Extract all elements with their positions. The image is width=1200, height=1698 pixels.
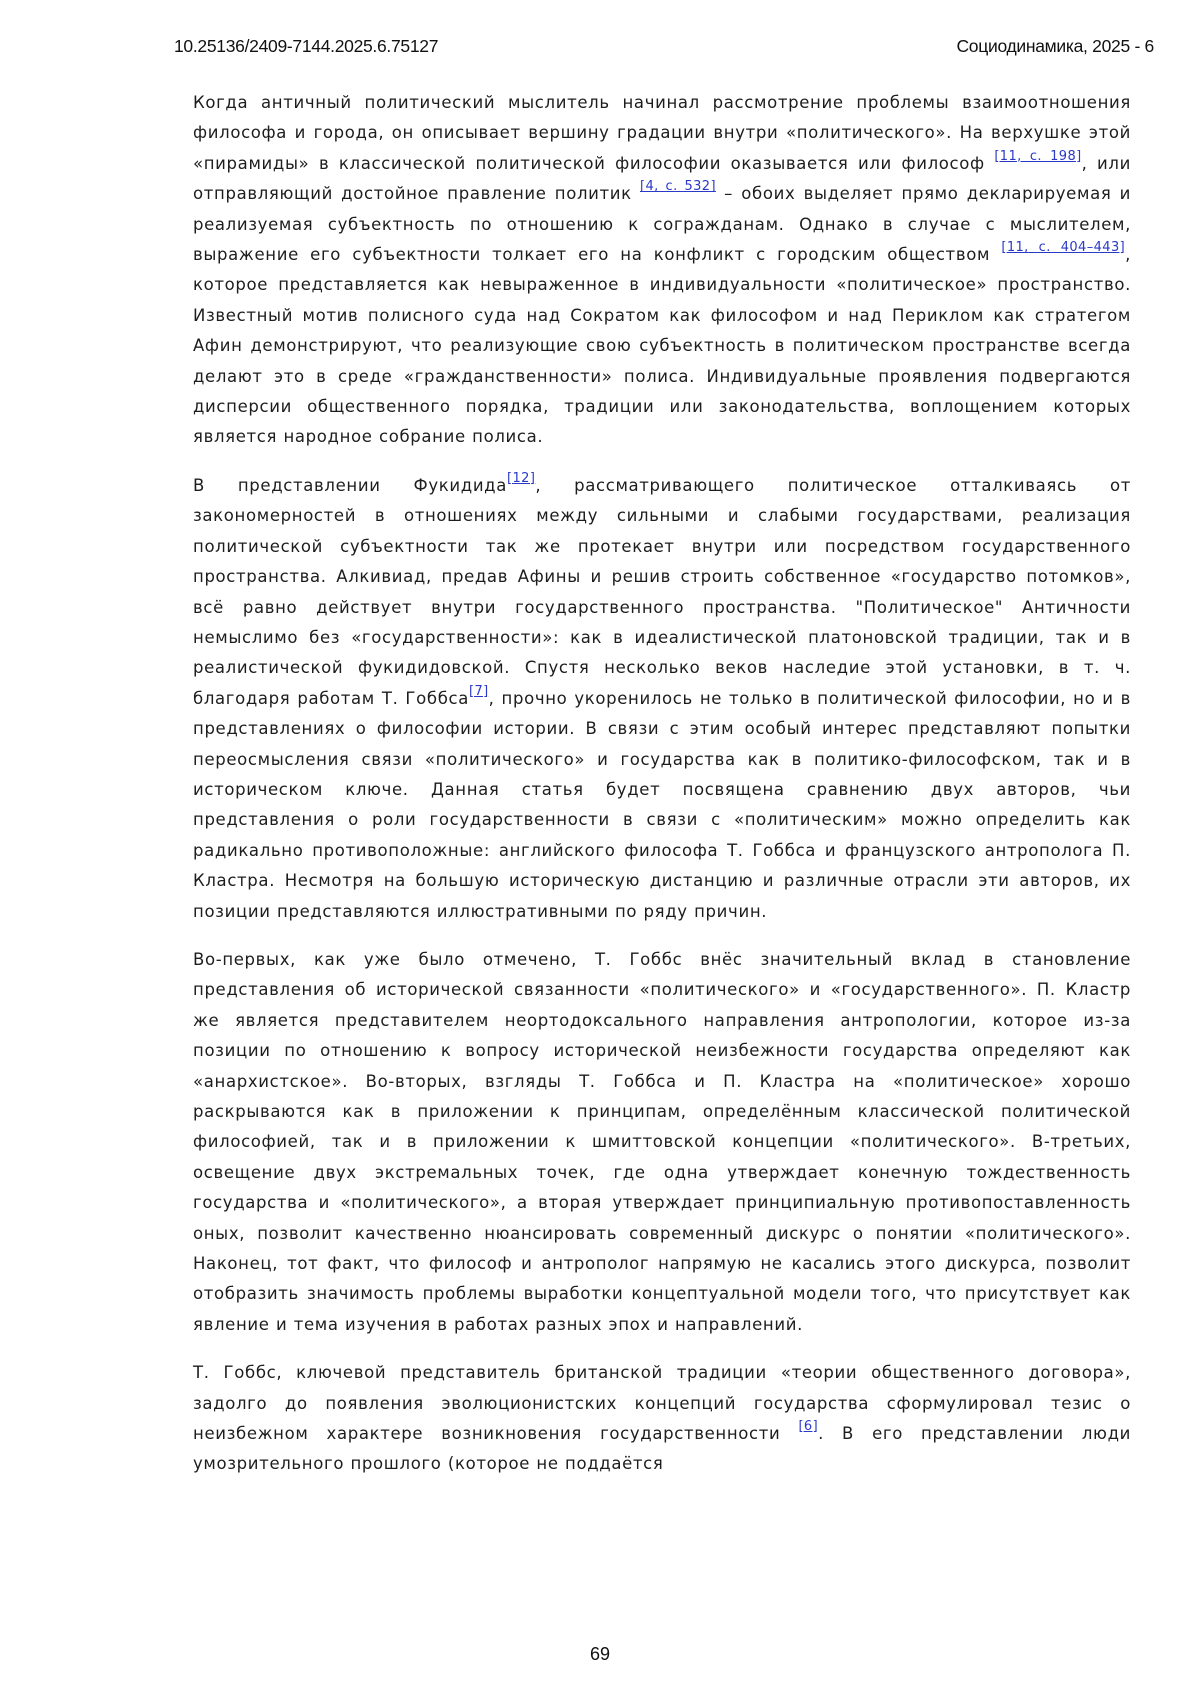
text-segment: , которое представляется как невыраженное в индивидуальности «политическое» пространство. Известный мотив полисного суда над Сократом как философом и над Периклом как стратегом Афин демонстрируют, что реализующие свою субъектность в политическом пространстве всегда делают это в среде «гражданственности» полиса. Индивидуальные проявления подвергаются дисперсии общественного порядка, традиции или законодательства, воплощением которых является народное собрание полиса. <box>193 245 1131 446</box>
citation-link[interactable]: [12] <box>507 471 535 486</box>
citation-link[interactable]: [11, с. 198] <box>994 149 1081 164</box>
doi-label: 10.25136/2409-7144.2025.6.75127 <box>174 36 438 57</box>
citation-link[interactable]: [11, с. 404–443] <box>1001 240 1125 255</box>
text-segment: , прочно укоренилось не только в политической философии, но и в представлениях о философии истории. В связи с этим особый интерес представляют попытки переосмысления связи «политического» и государства как в политико-философском, так и в историческом ключе. Данная статья будет посвящена сравнению двух авторов, чьи представления о роли государственности в связи с «политическим» можно определить как радикально противоположные: английского философа Т. Гоббса и французского антрополога П. Кластра. Несмотря на большую историческую дистанцию и различные отрасли эти авторов, их позиции представляются иллюстративными по ряду причин. <box>193 689 1131 921</box>
text-segment: – обоих выделяет прямо декларируемая и реализуемая субъектность по отношению к согражданам. Однако в случае с мыслителем, выражение его субъектности толкает его на конфликт с городским обществом <box>193 184 1131 264</box>
paragraph-2 <box>193 471 1131 927</box>
text-segment: , или отправляющий достойное правление политик <box>193 154 1131 203</box>
citation-link[interactable]: [4, с. 532] <box>640 179 716 194</box>
citation-link[interactable]: [7] <box>469 684 489 699</box>
page-number: 69 <box>0 1644 1200 1665</box>
text-segment: Т. Гоббс, ключевой представитель британской традиции «теории общественного договора», задолго до появления эволюционистских концепций государства сформулировал тезис о неизбежном характере возникновения государственности <box>193 1363 1131 1443</box>
paragraph-1 <box>193 88 1131 453</box>
journal-issue-label: Социодинамика, 2025 - 6 <box>956 36 1154 57</box>
article-body <box>193 88 1131 1480</box>
text-segment: Когда античный политический мыслитель начинал рассмотрение проблемы взаимоотношения философа и города, он описывает вершину градации внутри «политического». На верхушке этой «пирамиды» в классической политической философии оказывается или философ <box>193 93 1131 173</box>
text-segment: . В его представлении люди умозрительного прошлого (которое не поддаётся <box>193 1424 1131 1473</box>
text-segment: , рассматривающего политическое отталкиваясь от закономерностей в отношениях между сильными и слабыми государствами, реализация политической субъектности так же протекает внутри или посредством государственного пространства. Алкивиад, предав Афины и решив строить собственное «государство потомков», всё равно действует внутри государственного пространства. "Политическое" Античности немыслимо без «государственности»: как в идеалистической платоновской традиции, так и в реалистической фукидидовской. Спустя несколько веков наследие этой установки, в т. ч. благодаря работам Т. Гоббса <box>193 476 1131 708</box>
text-segment: Во-первых, как уже было отмечено, Т. Гоббс внёс значительный вклад в становление представления об исторической связанности «политического» и «государственного». П. Кластр же является представителем неортодоксального направления антропологии, которое из-за позиции по отношению к вопросу исторической неизбежности государства определяют как «анархистское». Во-вторых, взгляды Т. Гоббса и П. Кластра на «политическое» хорошо раскрываются как в приложении к принципам, определённым классической политической философией, так и в приложении к шмиттовской концепции «политического». В-третьих, освещение двух экстремальных точек, где одна утверждает конечную тождественность государства и «политического», а вторая утверждает принципиальную противопоставленность оных, позволит качественно нюансировать современный дискурс о понятии «политического». Наконец, тот факт, что философ и антрополог напрямую не касались этого дискурса, позволит отобразить значимость проблемы выработки концептуальной модели того, что присутствует как явление и тема изучения в работах разных эпох и направлений. <box>193 950 1131 1334</box>
running-header <box>174 36 1154 60</box>
text-segment: В представлении Фукидида <box>193 476 507 495</box>
citation-link[interactable]: [6] <box>798 1419 818 1434</box>
paragraph-4 <box>193 1358 1131 1480</box>
paragraph-3 <box>193 945 1131 1340</box>
